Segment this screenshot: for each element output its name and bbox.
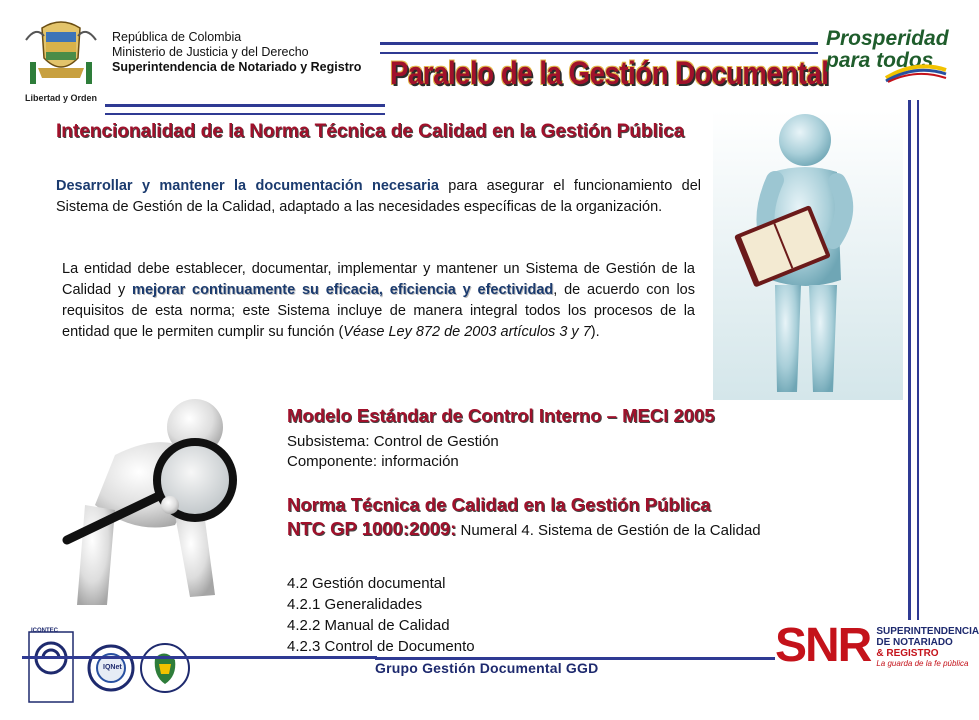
- section1-heading: Intencionalidad de la Norma Técnica de Calidad en la Gestión Pública: [56, 121, 685, 142]
- gov-line-republic: República de Colombia: [112, 30, 242, 44]
- list-item: 4.2 Gestión documental: [287, 575, 446, 592]
- crest-motto: Libertad y Orden: [24, 93, 97, 103]
- ntc-code: NTC GP 1000:2009:: [287, 518, 457, 539]
- colombia-crest-logo: [22, 18, 100, 104]
- reading-figure-illustration: [713, 110, 903, 400]
- section2-highlight: mejorar continuamente su eficacia, eficiencia y efectividad: [132, 282, 554, 298]
- snr-line1: SUPERINTENDENCIA: [876, 626, 979, 637]
- prosperidad-line2: para todos: [826, 49, 934, 72]
- footer-group-label: Grupo Gestión Documental GGD: [375, 660, 599, 676]
- footer-rule: [22, 656, 377, 659]
- section1-body: [56, 176, 701, 218]
- ntc-numeral: Numeral 4. Sistema de Gestión de la Calidad: [456, 522, 761, 539]
- cert-iqnet-label: IQNet: [103, 664, 122, 671]
- flag-swoosh-icon: [886, 64, 946, 82]
- list-item: 4.2.3 Control de Documento: [287, 638, 475, 655]
- header-rule: [380, 42, 818, 54]
- prosperidad-logo: [826, 27, 949, 98]
- gov-line-superintendence: Superintendencia de Notariado y Registro: [112, 60, 362, 74]
- header-rule-left: [105, 104, 385, 115]
- ntc-title: Norma Técnica de Calidad en la Gestión Pública: [287, 494, 711, 515]
- snr-line2: DE NOTARIADO: [876, 637, 953, 648]
- section1-highlight: Desarrollar y mantener la documentación necesaria: [56, 178, 439, 194]
- meci-details: [287, 432, 499, 472]
- snr-tagline: La guarda de la fe pública: [876, 659, 969, 668]
- snr-logo: [775, 618, 979, 703]
- snr-logo-text: SNR: [775, 619, 871, 672]
- ntc-item-list: [287, 573, 475, 657]
- section2-part1: La entidad debe establecer, documentar, implementar y mantener un Sistema de Gestión de la Calidad y: [62, 261, 695, 298]
- meci-title: Modelo Estándar de Control Interno – MECI 2005: [287, 405, 715, 426]
- section2-citation: Véase Ley 872 de 2003 artículos 3 y 7: [343, 324, 591, 340]
- snr-line3: & REGISTRO: [876, 648, 939, 659]
- meci-subsystem: Subsistema: Control de Gestión: [287, 433, 499, 450]
- list-item: 4.2.2 Manual de Calidad: [287, 617, 450, 634]
- certification-logos: [25, 628, 255, 708]
- cert-icontec-label: ICONTEC: [31, 628, 58, 634]
- section1-rest: para asegurar el funcionamiento del Sistema de Gestión de la Calidad, adaptado a las necesidades específicas de la organización.: [56, 178, 701, 215]
- government-lines: [112, 30, 361, 75]
- meci-component: Componente: información: [287, 453, 459, 470]
- list-item: 4.2.1 Generalidades: [287, 596, 423, 613]
- magnifying-glass-figure-illustration: [55, 385, 265, 610]
- prosperidad-line1: Prosperidad: [826, 27, 949, 50]
- section2-part3: ).: [590, 324, 600, 340]
- section2-part2: , de acuerdo con los requisitos de esta norma; este Sistema incluye de manera integral todos los procesos de la entidad que le permiten cumplir su función (: [62, 282, 695, 340]
- ntc-code-row: [287, 518, 847, 542]
- page-title: Paralelo de la Gestión Documental: [390, 55, 829, 91]
- gov-line-ministry: Ministerio de Justicia y del Derecho: [112, 45, 309, 59]
- section2-body: [62, 259, 695, 343]
- right-vertical-rule: [908, 100, 919, 620]
